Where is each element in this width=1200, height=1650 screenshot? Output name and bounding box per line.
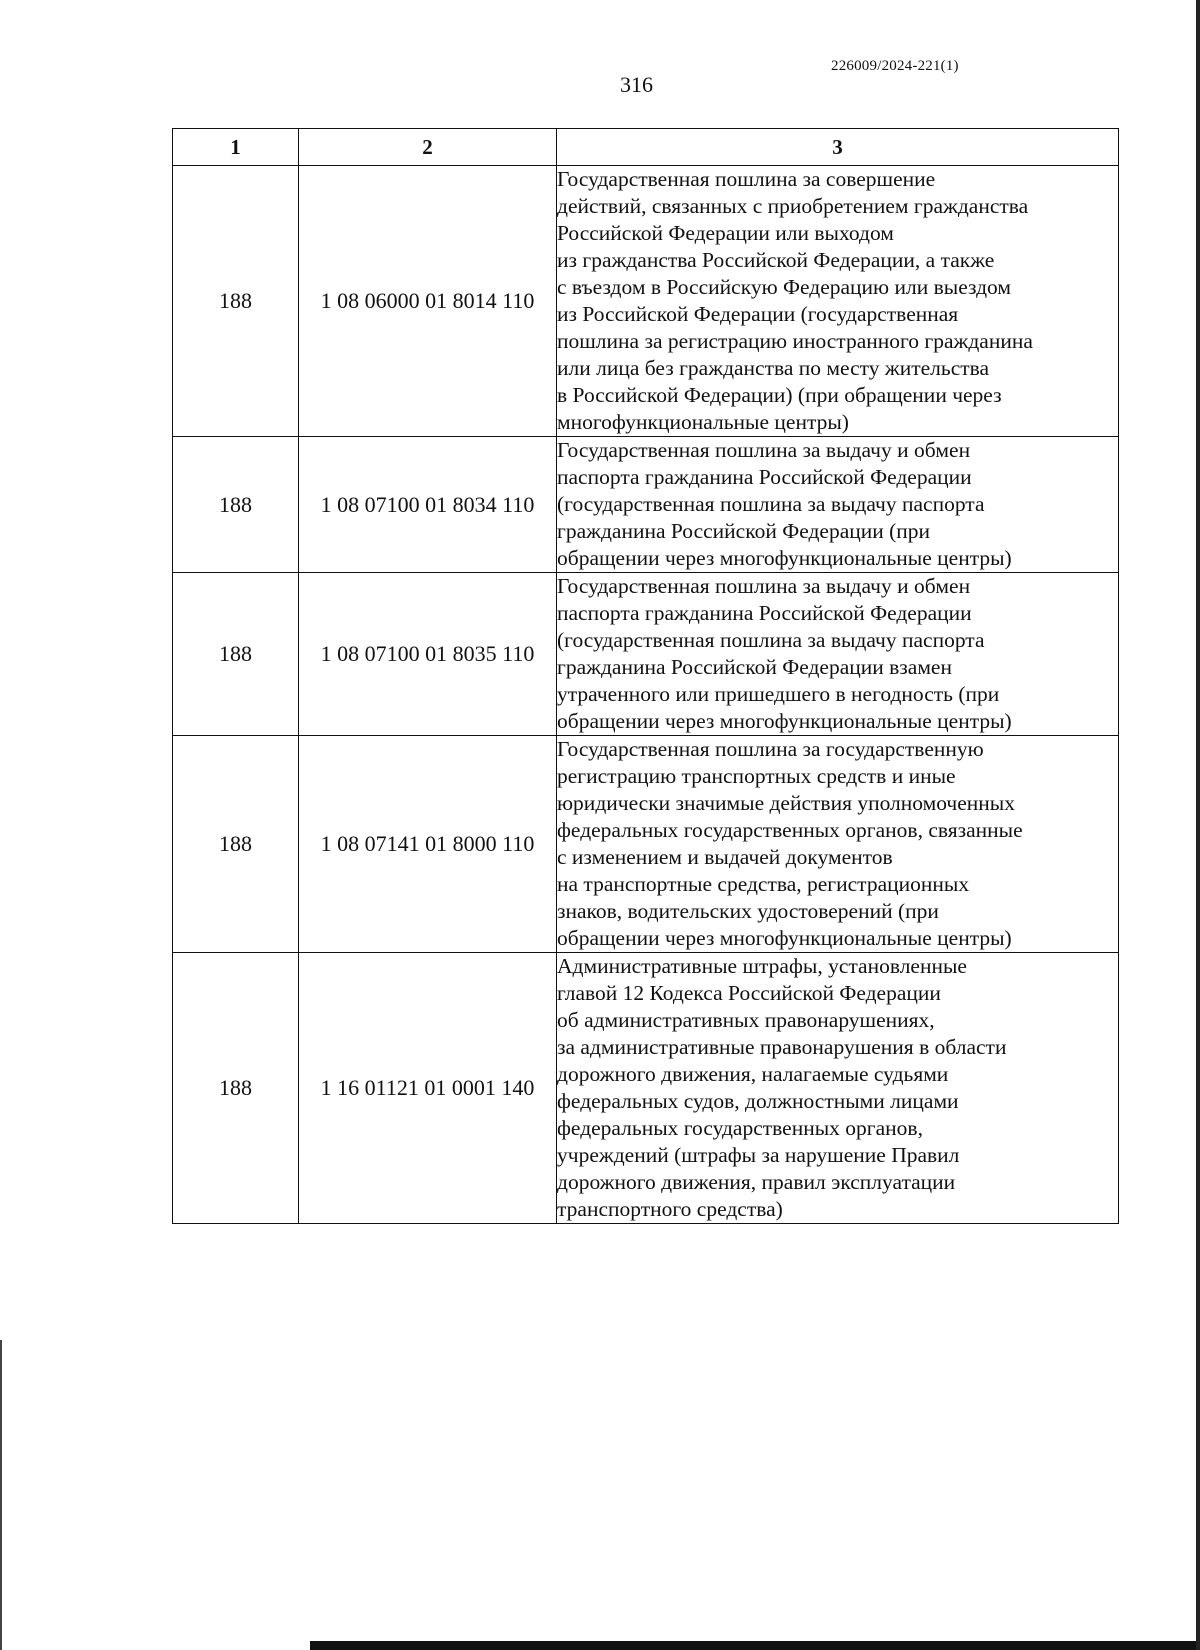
description-line: утраченного или пришедшего в негодность (при	[557, 682, 1000, 706]
description-cell	[557, 166, 1119, 437]
description-line: Государственная пошлина за выдачу и обмен	[557, 438, 971, 462]
description-line: учреждений (штрафы за нарушение Правил	[557, 1143, 960, 1167]
description-line: из гражданства Российской Федерации, а также	[557, 248, 995, 272]
table-row	[173, 437, 1119, 573]
description-line: (государственная пошлина за выдачу паспорта	[557, 628, 985, 652]
description-line: главой 12 Кодекса Российской Федерации	[557, 981, 941, 1005]
document-number: 226009/2024-221(1)	[831, 58, 959, 74]
description-line: юридически значимые действия уполномоченных	[557, 791, 1015, 815]
description-line: федеральных государственных органов,	[557, 1116, 923, 1140]
description-line: Административные штрафы, установленные	[557, 954, 967, 978]
kbk-code-cell: 1 08 06000 01 8014 110	[299, 166, 557, 437]
description-line: транспортного средства)	[557, 1197, 783, 1221]
description-line: обращении через многофункциональные центры)	[557, 926, 1012, 950]
description-line: действий, связанных с приобретением гражданства	[557, 194, 1029, 218]
description-line: федеральных судов, должностными лицами	[557, 1089, 959, 1113]
description-line: федеральных государственных органов, связанные	[557, 818, 1023, 842]
table-row	[173, 736, 1119, 953]
description-line: в Российской Федерации) (при обращении через	[557, 383, 1002, 407]
description-line: Российской Федерации или выходом	[557, 221, 894, 245]
table-row	[173, 573, 1119, 736]
column-header-3: 3	[557, 129, 1119, 166]
description-line: об административных правонарушениях,	[557, 1008, 935, 1032]
description-line: (государственная пошлина за выдачу паспорта	[557, 492, 985, 516]
description-line: многофункциональные центры)	[557, 410, 849, 434]
column-header-2: 2	[299, 129, 557, 166]
kbk-code-cell: 1 08 07100 01 8035 110	[299, 573, 557, 736]
description-line: дорожного движения, налагаемые судьями	[557, 1062, 949, 1086]
description-line: или лица без гражданства по месту жительства	[557, 356, 990, 380]
admin-code-cell: 188	[173, 437, 299, 573]
description-line: пошлина за регистрацию иностранного гражданина	[557, 329, 1033, 353]
admin-code-cell: 188	[173, 953, 299, 1224]
description-line: Государственная пошлина за выдачу и обмен	[557, 574, 971, 598]
kbk-code-cell: 1 08 07100 01 8034 110	[299, 437, 557, 573]
admin-code-cell: 188	[173, 166, 299, 437]
scan-right-edge	[1196, 0, 1200, 1650]
scan-bottom-rule	[310, 1641, 1200, 1650]
description-line: дорожного движения, правил эксплуатации	[557, 1170, 956, 1194]
description-line: паспорта гражданина Российской Федерации	[557, 465, 972, 489]
kbk-table	[172, 128, 1119, 1224]
description-line: за административные правонарушения в области	[557, 1035, 1007, 1059]
page-number: 316	[620, 72, 653, 97]
description-line: с изменением и выдачей документов	[557, 845, 893, 869]
description-line: из Российской Федерации (государственная	[557, 302, 959, 326]
description-line: Государственная пошлина за государственную	[557, 737, 984, 761]
kbk-code-cell: 1 08 07141 01 8000 110	[299, 736, 557, 953]
description-cell	[557, 437, 1119, 573]
table-row	[173, 166, 1119, 437]
admin-code-cell: 188	[173, 736, 299, 953]
description-line: на транспортные средства, регистрационных	[557, 872, 970, 896]
description-line: с въездом в Российскую Федерацию или выездом	[557, 275, 1011, 299]
description-line: паспорта гражданина Российской Федерации	[557, 601, 972, 625]
table-row	[173, 953, 1119, 1224]
description-cell	[557, 736, 1119, 953]
kbk-code-cell: 1 16 01121 01 0001 140	[299, 953, 557, 1224]
description-line: обращении через многофункциональные центры)	[557, 709, 1012, 733]
admin-code-cell: 188	[173, 573, 299, 736]
description-line: Государственная пошлина за совершение	[557, 167, 936, 191]
description-line: гражданина Российской Федерации взамен	[557, 655, 952, 679]
description-cell	[557, 953, 1119, 1224]
description-cell	[557, 573, 1119, 736]
description-line: обращении через многофункциональные центры)	[557, 546, 1012, 570]
description-line: знаков, водительских удостоверений (при	[557, 899, 939, 923]
scan-left-edge	[0, 1340, 2, 1650]
description-line: гражданина Российской Федерации (при	[557, 519, 931, 543]
column-header-1: 1	[173, 129, 299, 166]
table-header-row	[173, 129, 1119, 166]
description-line: регистрацию транспортных средств и иные	[557, 764, 956, 788]
